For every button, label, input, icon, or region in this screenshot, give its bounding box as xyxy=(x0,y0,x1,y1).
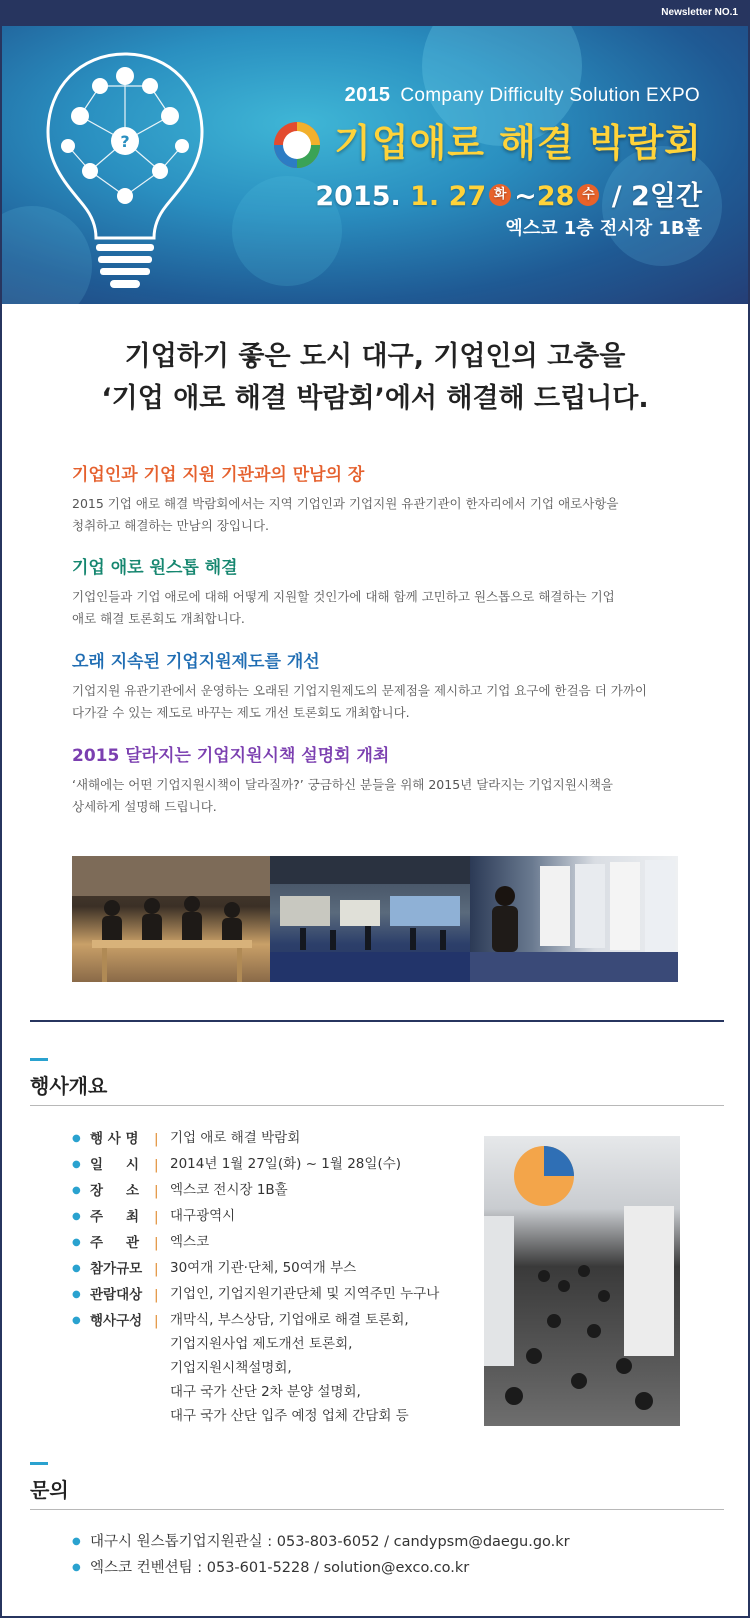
bullet-icon: ● xyxy=(72,1237,81,1248)
feature-line: 다가갈 수 있는 제도로 바꾸는 제도 개선 토론회도 개최합니다. xyxy=(72,705,410,720)
feature-line: 애로 해결 토론회도 개최합니다. xyxy=(72,611,245,626)
bullet-icon: ● xyxy=(72,1133,81,1144)
top-bar xyxy=(2,2,748,26)
divider xyxy=(30,1020,724,1022)
feature-title: 오래 지속된 기업지원제도를 개선 xyxy=(72,652,320,672)
overview-key: 주 관 xyxy=(90,1235,139,1251)
overview-value: 대구 국가 산단 2차 분양 설명회, xyxy=(170,1384,361,1400)
feature-section-1 xyxy=(72,460,692,537)
feature-title: 기업인과 기업 지원 기관과의 만남의 장 xyxy=(72,465,365,485)
overview-table xyxy=(72,1126,462,1428)
bullet-icon: ● xyxy=(72,1562,81,1573)
headline-line-2: ‘기업 애로 해결 박람회’에서 해결해 드립니다. xyxy=(101,383,649,414)
event-photo-strip xyxy=(72,856,678,982)
feature-line: 기업지원 유관기관에서 운영하는 오래된 기업지원제도의 문제점을 제시하고 기업 요구에 한걸음 더 가까이 xyxy=(72,683,648,698)
contact-list xyxy=(72,1529,712,1581)
overview-key: 행사구성 xyxy=(90,1313,143,1329)
newsletter-number: Newsletter NO.1 xyxy=(661,7,738,18)
headline-line-1: 기업하기 좋은 도시 대구, 기업인의 고충을 xyxy=(124,341,626,372)
bullet-icon: ● xyxy=(72,1536,81,1547)
event-photo-posters xyxy=(470,856,678,982)
overview-row: ● 행 사 명 | 기업 애로 해결 박람회 xyxy=(72,1126,462,1152)
overview-key: 주 최 xyxy=(90,1209,139,1225)
overview-row: ● 주 관 | 엑스코 xyxy=(72,1230,462,1256)
feature-section-4 xyxy=(72,741,692,818)
event-photo-meeting xyxy=(72,856,270,982)
overview-row: ● 장 소 | 엑스코 전시장 1B홀 xyxy=(72,1178,462,1204)
overview-value: 대구 국가 산단 입주 예정 업체 간담회 등 xyxy=(170,1408,409,1424)
day-badge-start: 화 xyxy=(489,184,511,206)
feature-line: 기업인들과 기업 애로에 대해 어떻게 지원할 것인가에 대해 함께 고민하고 원스톱으로 해결하는 기업 xyxy=(72,589,615,604)
bullet-icon: ● xyxy=(72,1289,81,1300)
expo-title: 기업애로 해결 박람회 xyxy=(334,121,702,165)
overview-key: 장 소 xyxy=(90,1183,139,1199)
contact-item xyxy=(72,1555,712,1581)
contact-item xyxy=(72,1529,712,1555)
bullet-icon: ● xyxy=(72,1185,81,1196)
overview-value: 기업지원사업 제도개선 토론회, xyxy=(170,1336,353,1352)
overview-key: 참가규모 xyxy=(90,1261,143,1277)
overview-value: 30여개 기관·단체, 50여개 부스 xyxy=(170,1260,357,1276)
overview-key: 일 시 xyxy=(90,1157,139,1173)
overview-row: ● 주 최 | 대구광역시 xyxy=(72,1204,462,1230)
headline xyxy=(2,336,748,420)
contact-heading: 문의 xyxy=(30,1474,724,1510)
overview-value: 기업 애로 해결 박람회 xyxy=(170,1130,301,1146)
feature-line: ‘새해에는 어떤 기업지원시책이 달라질까?’ 궁금하신 분들을 위해 2015년 달라지는 기업지원시책을 xyxy=(72,777,614,792)
overview-row: ● 관람대상 | 기업인, 기업지원기관단체 및 지역주민 누구나 xyxy=(72,1282,462,1308)
heading-accent xyxy=(30,1462,48,1465)
lightbulb-network-icon xyxy=(40,46,210,296)
overview-value: 2014년 1월 27일(화) ~ 1월 28일(수) xyxy=(170,1156,402,1172)
overview-key: 행 사 명 xyxy=(90,1131,139,1147)
bullet-icon: ● xyxy=(72,1315,81,1326)
feature-title: 기업 애로 원스톱 해결 xyxy=(72,558,238,578)
overview-value: 개막식, 부스상담, 기업애로 해결 토론회, xyxy=(170,1312,409,1328)
feature-section-3 xyxy=(72,647,692,724)
overview-value: 대구광역시 xyxy=(170,1208,236,1224)
expo-subtitle: 2015 Company Difficulty Solution EXPO xyxy=(344,84,700,106)
svg-text:?: ? xyxy=(120,132,130,151)
feature-line: 상세하게 설명해 드립니다. xyxy=(72,799,217,814)
overview-row: ● 참가규모 | 30여개 기관·단체, 50여개 부스 xyxy=(72,1256,462,1282)
heading-accent xyxy=(30,1058,48,1061)
contact-text: 대구시 원스톱기업지원관실 : 053-803-6052 / candypsm@daegu.go.kr xyxy=(90,1534,570,1550)
day-badge-end: 수 xyxy=(577,184,599,206)
feature-line: 2015 기업 애로 해결 박람회에서는 지역 기업인과 기업지원 유관기관이 한자리에서 기업 애로사항을 xyxy=(72,496,619,511)
overview-value: 엑스코 전시장 1B홀 xyxy=(170,1182,288,1198)
feature-line: 청취하고 해결하는 만남의 장입니다. xyxy=(72,518,270,533)
feature-section-2 xyxy=(72,553,692,630)
expo-date: 2015. 1. 27 화 ~28 수 / 2일간 xyxy=(315,181,702,212)
event-photo-crowd xyxy=(484,1136,680,1426)
feature-title: 2015 달라지는 기업지원시책 설명회 개최 xyxy=(72,746,390,766)
overview-key: 관람대상 xyxy=(90,1287,143,1303)
overview-row: ● 일 시 | 2014년 1월 27일(화) ~ 1월 28일(수) xyxy=(72,1152,462,1178)
expo-logo-icon xyxy=(272,120,322,170)
overview-row: ● 행사구성 | 개막식, 부스상담, 기업애로 해결 토론회, 기업지원사업 제도개선 토론회, 기업지원시책설명회, 대구 국가 산단 2차 분양 설명회, 대구 국가 산단 입주 예정 업체 간담회 등 xyxy=(72,1308,462,1428)
overview-heading: 행사개요 xyxy=(30,1070,724,1106)
event-photo-hall xyxy=(270,856,470,982)
bullet-icon: ● xyxy=(72,1211,81,1222)
bullet-icon: ● xyxy=(72,1159,81,1170)
overview-value: 기업지원시책설명회, xyxy=(170,1360,292,1376)
contact-text: 엑스코 컨벤션팀 : 053-601-5228 / solution@exco.co.kr xyxy=(90,1560,470,1576)
bullet-icon: ● xyxy=(72,1263,81,1274)
expo-venue: 엑스코 1층 전시장 1B홀 xyxy=(505,218,702,239)
overview-value: 기업인, 기업지원기관단체 및 지역주민 누구나 xyxy=(170,1286,440,1302)
expo-banner xyxy=(2,26,748,304)
overview-value: 엑스코 xyxy=(170,1234,210,1250)
